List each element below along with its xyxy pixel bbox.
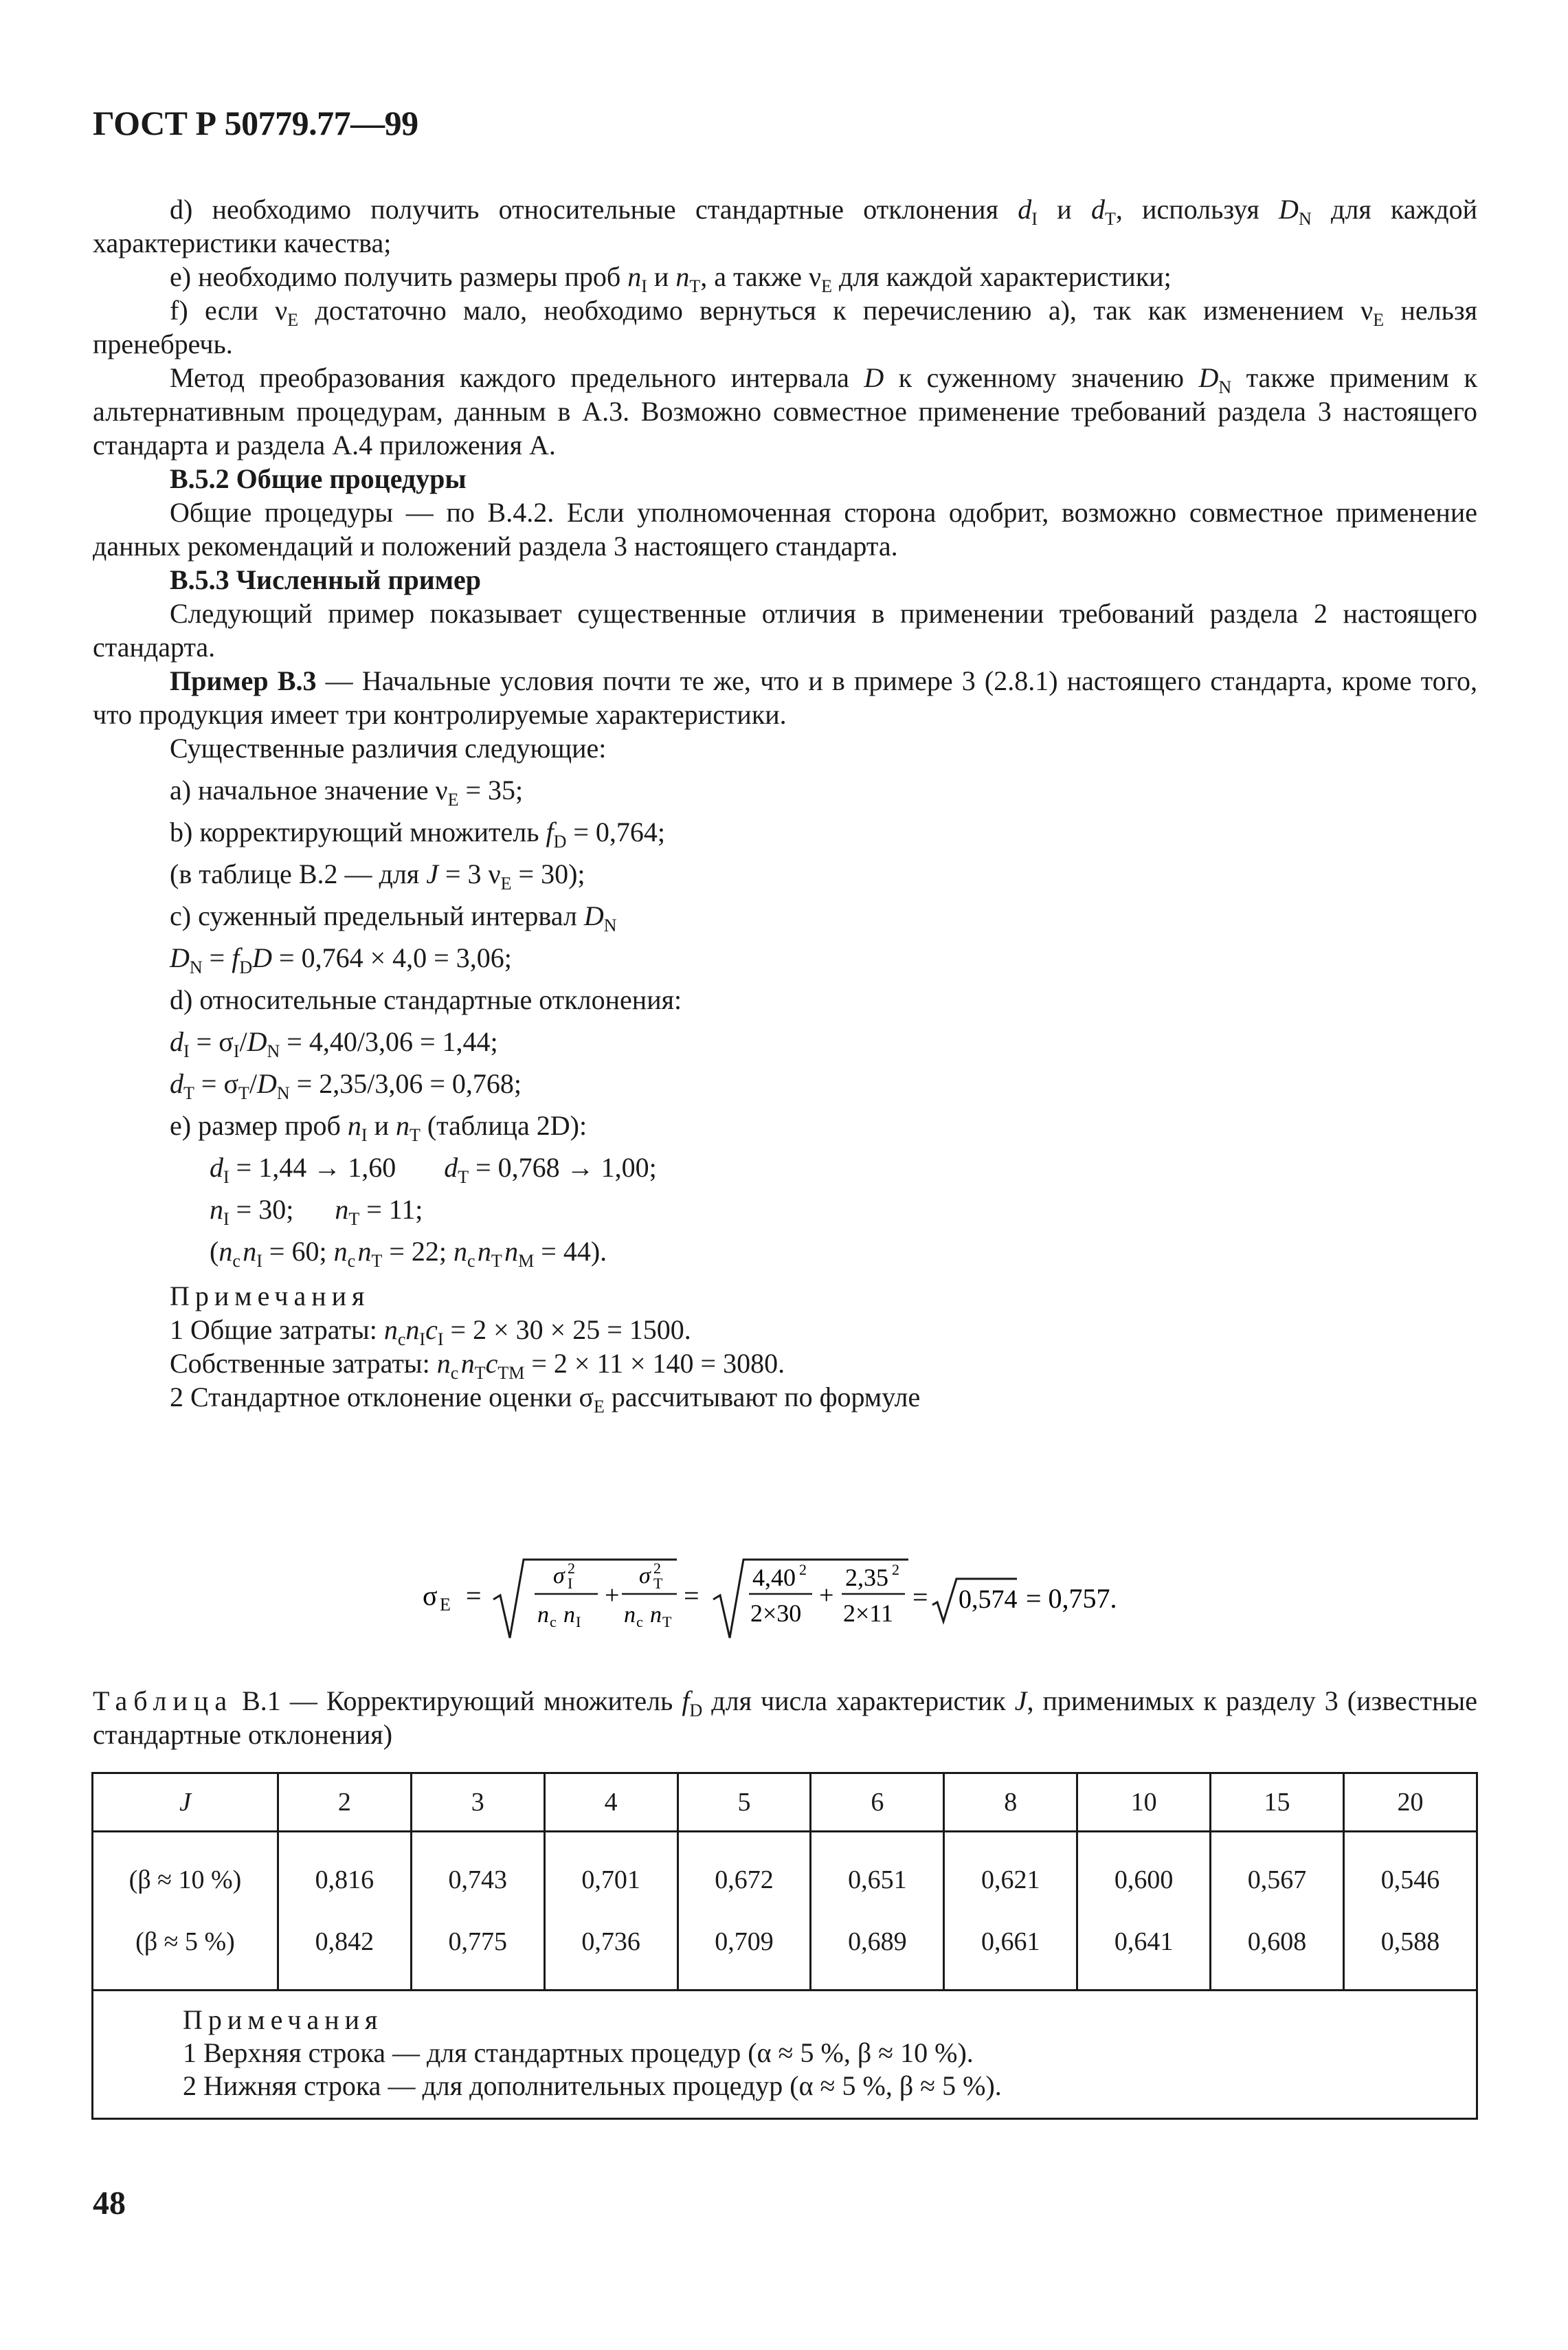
subscript: c <box>232 1251 240 1271</box>
page-number: 48 <box>93 2185 126 2221</box>
text-run: и <box>647 261 676 292</box>
symbol: D <box>1279 194 1299 225</box>
text-run: = 0,768 → 1,00; <box>469 1152 657 1183</box>
plus-1: + <box>605 1581 620 1610</box>
text-run: нельзя пренебречь. <box>93 295 1478 359</box>
text-run: = σ <box>189 1026 234 1057</box>
subscript: T <box>1104 209 1116 229</box>
symbol: n <box>436 1348 451 1379</box>
symbol: n <box>477 1236 491 1267</box>
table-cell: 0,588 <box>1343 1911 1477 1991</box>
note-2 <box>93 1380 1477 1417</box>
subscript: N <box>189 957 203 977</box>
denominator-nc-sub: c <box>550 1613 557 1630</box>
table-cell: 0,546 <box>1343 1832 1477 1911</box>
header-cell: 4 <box>544 1773 677 1832</box>
diff-a <box>93 773 1477 810</box>
header-cell: 20 <box>1343 1773 1477 1832</box>
row-label: (β ≈ 10 %) <box>93 1832 278 1911</box>
example-label: Пример В.3 <box>170 665 317 696</box>
plus-2: + <box>819 1581 834 1610</box>
subscript: T <box>409 1125 421 1145</box>
symbol: D <box>257 1068 277 1099</box>
denominator-nt: n <box>650 1602 662 1628</box>
value-2-den: 2×11 <box>843 1599 893 1627</box>
text-run: ( <box>210 1236 219 1267</box>
subscript: I <box>233 1041 240 1061</box>
text-run: 1 Общие затраты: <box>170 1314 384 1345</box>
text-run: рассчитывают по формуле <box>604 1382 921 1412</box>
diff-e <box>93 1109 1477 1145</box>
symbol: ν <box>488 858 501 889</box>
text-run: 2 Стандартное отклонение оценки <box>170 1382 579 1412</box>
paragraph-f <box>93 293 1477 361</box>
text-run: к суженному значению <box>884 362 1199 393</box>
subscript: E <box>1373 310 1385 330</box>
subscript: T <box>458 1167 469 1187</box>
text-run: а) начальное значение <box>170 775 436 806</box>
text-run: = 44). <box>534 1236 607 1267</box>
subscript: I <box>223 1209 229 1229</box>
symbol: f <box>232 942 240 973</box>
symbol: n <box>405 1314 420 1345</box>
table-cell: 0,672 <box>677 1832 811 1911</box>
text-run: для каждой характеристики качества; <box>93 194 1478 258</box>
symbol: D <box>583 900 604 931</box>
text-run: = <box>202 942 232 973</box>
symbol: n <box>453 1236 468 1267</box>
symbol: f <box>682 1685 690 1716</box>
sample-sizes-line <box>93 1193 1477 1229</box>
symbol: J <box>426 858 438 889</box>
symbol: ν <box>1360 295 1374 326</box>
sigma-t-sup: 2 <box>653 1560 661 1577</box>
symbol: σ <box>579 1382 594 1412</box>
symbol: D <box>864 362 884 393</box>
text-run: / <box>249 1068 258 1099</box>
formula-eq-1: = <box>466 1580 482 1611</box>
rounding-line <box>93 1151 1477 1187</box>
sigma-i-sup: 2 <box>568 1560 575 1577</box>
text-run: и <box>367 1110 396 1141</box>
symbol: c <box>425 1314 438 1345</box>
subscript: N <box>267 1041 280 1061</box>
text-run: (в таблице В.2 — для <box>170 858 427 889</box>
sigma-i-sub: I <box>568 1575 573 1592</box>
symbol: f <box>546 817 554 847</box>
header-label: J <box>179 1788 191 1817</box>
header-cell: 2 <box>278 1773 412 1832</box>
differences-intro: Существенные различия следующие: <box>170 733 607 764</box>
subscript: N <box>1298 209 1312 229</box>
symbol: n <box>357 1236 372 1267</box>
paragraph-method <box>93 361 1477 462</box>
text-run: = 2 × 11 × 140 = 3080. <box>524 1348 785 1379</box>
text-run: = 11; <box>359 1194 423 1225</box>
table-cell: 0,736 <box>544 1911 677 1991</box>
section-heading-b52: В.5.2 Общие процедуры <box>170 463 467 494</box>
subscript: T <box>348 1209 360 1229</box>
denominator-nt-sub: T <box>662 1613 672 1630</box>
text-run: = 4,40/3,06 = 1,44; <box>280 1026 498 1057</box>
products-line <box>93 1234 1477 1271</box>
text-run: = 22; <box>382 1236 454 1267</box>
dn-equation <box>93 941 1477 975</box>
table-note-1: 1 Верхняя строка — для стандартных процедур (α ≈ 5 %, β ≈ 10 %). <box>183 2037 974 2068</box>
text-run: = σ <box>194 1068 239 1099</box>
dI-equation <box>93 1025 1477 1061</box>
symbol: n <box>333 1236 348 1267</box>
symbol: d <box>170 1068 183 1099</box>
paragraph-d <box>93 192 1477 260</box>
header-cell: 10 <box>1077 1773 1211 1832</box>
caption-label: Таблица <box>93 1685 234 1716</box>
sigma-t-num: σ <box>639 1563 651 1588</box>
symbol: n <box>347 1110 361 1141</box>
value-1-num: 4,40 <box>752 1564 796 1591</box>
example-paragraph <box>93 664 1477 731</box>
symbol: n <box>219 1236 233 1267</box>
symbol: n <box>210 1194 223 1225</box>
formula-eq-3: = <box>912 1582 928 1612</box>
table-cell: 0,621 <box>944 1832 1077 1911</box>
paragraph-e <box>93 260 1477 296</box>
header-cell: 5 <box>677 1773 811 1832</box>
symbol: d <box>210 1152 223 1183</box>
text-run: = 30); <box>511 858 585 889</box>
value-2-sup: 2 <box>892 1561 899 1578</box>
table-notes-heading: Примечания <box>183 2004 383 2035</box>
header-cell-j <box>93 1773 278 1832</box>
subscript: I <box>256 1251 262 1271</box>
subscript: I <box>223 1167 229 1187</box>
correction-factor-table <box>91 1772 1478 2120</box>
text-run: e) необходимо получить размеры проб <box>170 261 628 292</box>
denominator-nc-2: n <box>624 1602 636 1628</box>
text-run: f) если <box>170 295 276 326</box>
subscript: c <box>450 1363 459 1383</box>
value-1-sup: 2 <box>799 1561 807 1578</box>
subscript: T <box>371 1251 383 1271</box>
subscript: E <box>447 790 459 810</box>
text-run: b) корректирующий множитель <box>170 817 546 847</box>
table-cell: 0,608 <box>1211 1911 1344 1991</box>
subscript: D <box>553 832 567 852</box>
section-heading-b53: В.5.3 Численный пример <box>170 564 481 595</box>
subscript: E <box>821 276 832 296</box>
sigma-t-sub: T <box>653 1575 663 1592</box>
formula-result: = 0,757. <box>1026 1583 1117 1614</box>
subscript: c <box>347 1251 356 1271</box>
subscript: c <box>397 1329 406 1349</box>
text-run: = 60; <box>262 1236 334 1267</box>
table-row <box>93 1911 1477 1991</box>
text-run: для каждой характеристики; <box>831 261 1172 292</box>
table-cell: 0,743 <box>411 1832 544 1911</box>
note-1-own-costs <box>93 1346 1477 1383</box>
diff-c <box>93 899 1477 933</box>
subscript: c <box>467 1251 475 1271</box>
subscript: M <box>518 1251 535 1271</box>
table-row <box>93 1832 1477 1911</box>
text-run: = 3 <box>438 858 489 889</box>
symbol: D <box>170 942 190 973</box>
denominator-nc-2-sub: c <box>636 1613 643 1630</box>
value-1-den: 2×30 <box>750 1599 802 1627</box>
table-cell: 0,600 <box>1077 1832 1211 1911</box>
text-run: , применимых к разделу 3 (известные стандартные отклонения) <box>93 1685 1477 1750</box>
paragraph-b52: Общие процедуры — по В.4.2. Если уполномоченная сторона одобрит, возможно совместное применение данных рекомендаций и положений раздела 3 настоящего стандарта. <box>93 497 1477 562</box>
text-run: = 2 × 30 × 25 = 1500. <box>443 1314 691 1345</box>
text-run: / <box>239 1026 247 1057</box>
subscript: D <box>239 957 253 977</box>
notes-heading: Примечания <box>170 1281 370 1311</box>
text-run: (таблица 2D): <box>420 1110 587 1141</box>
symbol: n <box>675 261 690 292</box>
table-cell: 0,816 <box>278 1832 412 1911</box>
table-header-row <box>93 1773 1477 1832</box>
subscript: T <box>689 276 701 296</box>
value-2-num: 2,35 <box>845 1564 888 1591</box>
header-cell: 8 <box>944 1773 1077 1832</box>
text-run: для числа характеристик <box>702 1685 1015 1716</box>
symbol: n <box>395 1110 410 1141</box>
text-run: Собственные затраты: <box>170 1348 437 1379</box>
formula-lhs: σ <box>423 1580 438 1611</box>
header-cell: 3 <box>411 1773 544 1832</box>
symbol: D <box>1198 362 1219 393</box>
dT-equation <box>93 1067 1477 1103</box>
symbol: ν <box>435 775 448 806</box>
text-run: e) размер проб <box>170 1110 348 1141</box>
subscript: E <box>287 310 299 330</box>
subscript: E <box>500 874 512 894</box>
text-run: и <box>1037 194 1091 225</box>
symbol: J <box>1014 1685 1027 1716</box>
formula-eq-2: = <box>684 1580 699 1611</box>
subscript: TM <box>497 1363 525 1383</box>
table-note-2: 2 Нижняя строка — для дополнительных процедур (α ≈ 5 %, β ≈ 5 %). <box>183 2070 1002 2101</box>
text-run: d) необходимо получить относительные стандартные отклонения <box>170 194 1018 225</box>
table-cell: 0,689 <box>811 1911 944 1991</box>
table-reference <box>93 857 1477 894</box>
radicand: 0,574 <box>959 1585 1018 1614</box>
table-cell: 0,842 <box>278 1911 412 1991</box>
subscript: E <box>594 1397 605 1417</box>
symbol: n <box>335 1194 349 1225</box>
text-run: также применим к альтернативным процедурам, данным в А.3. Возможно совместное применение требований раздела 3 настоящего стандарта и раздела А.4 приложения А. <box>93 362 1477 461</box>
subscript: T <box>183 1083 194 1103</box>
symbol: d <box>1090 194 1105 225</box>
text-run: — Начальные условия почти те же, что и в примере 3 (2.8.1) настоящего стандарта, кроме того, что продукция имеет три контролируемые характеристики. <box>93 665 1477 730</box>
table-notes-cell <box>93 1991 1477 2119</box>
diff-b <box>93 815 1477 852</box>
symbol: n <box>504 1236 519 1267</box>
symbol: n <box>383 1314 398 1345</box>
table-cell: 0,701 <box>544 1832 677 1911</box>
symbol: n <box>243 1236 257 1267</box>
denominator-nc: n <box>537 1602 549 1628</box>
subscript: I <box>361 1125 368 1145</box>
table-caption <box>93 1684 1477 1751</box>
symbol: d <box>1018 194 1032 225</box>
symbol: d <box>444 1152 458 1183</box>
denominator-ni-sub: I <box>576 1613 581 1630</box>
table-cell: 0,567 <box>1211 1832 1344 1911</box>
body-text <box>93 192 1478 1417</box>
text-run: Метод преобразования каждого предельного интервала <box>170 362 864 393</box>
subscript: I <box>641 276 647 296</box>
symbol: c <box>485 1348 498 1379</box>
text-run: = 35; <box>458 775 524 806</box>
table-notes-row <box>93 1991 1477 2119</box>
note-1 <box>93 1313 1477 1349</box>
symbol: d <box>170 1026 183 1057</box>
text-run: c) суженный предельный интервал <box>170 900 584 931</box>
denominator-ni: n <box>563 1602 575 1628</box>
subscript: N <box>276 1083 290 1103</box>
subscript: N <box>603 916 617 935</box>
subscript: I <box>1031 209 1038 229</box>
text-run: , а также <box>700 261 809 292</box>
sigma-formula <box>412 1550 1237 1646</box>
symbol: ν <box>275 295 288 326</box>
document-header: ГОСТ Р 50779.77—99 <box>93 104 418 142</box>
text-run: , используя <box>1115 194 1279 225</box>
subscript: D <box>689 1700 703 1720</box>
table-cell: 0,775 <box>411 1911 544 1991</box>
symbol: D <box>252 942 273 973</box>
text-run: = 0,764; <box>566 817 666 847</box>
symbol: D <box>247 1026 267 1057</box>
formula-lhs-sub: E <box>440 1595 451 1615</box>
header-cell: 15 <box>1211 1773 1344 1832</box>
table-cell: 0,651 <box>811 1832 944 1911</box>
subscript: T <box>474 1363 486 1383</box>
text-run: = 0,764 × 4,0 = 3,06; <box>272 942 512 973</box>
diff-d: d) относительные стандартные отклонения: <box>170 984 682 1015</box>
subscript: I <box>419 1329 426 1349</box>
table-cell: 0,661 <box>944 1911 1077 1991</box>
subscript: T <box>491 1251 502 1271</box>
subscript: T <box>238 1083 249 1103</box>
subscript: I <box>183 1041 190 1061</box>
text-run: = 1,44 → 1,60 <box>229 1152 396 1183</box>
symbol: n <box>627 261 642 292</box>
row-label: (β ≈ 5 %) <box>93 1911 278 1991</box>
sigma-i-num: σ <box>553 1563 565 1588</box>
symbol: ν <box>808 261 822 292</box>
header-cell: 6 <box>811 1773 944 1832</box>
text-run: В.1 — Корректирующий множитель <box>233 1685 682 1716</box>
symbol: n <box>460 1348 475 1379</box>
text-run: = 30; <box>229 1194 294 1225</box>
subscript: N <box>1218 377 1232 397</box>
text-run: = 2,35/3,06 = 0,768; <box>289 1068 522 1099</box>
text-run: достаточно мало, необходимо вернуться к перечислению а), так как изменением <box>298 295 1361 326</box>
paragraph-b53: Следующий пример показывает существенные отличия в применении требований раздела 2 настоящего стандарта. <box>93 598 1477 663</box>
table-cell: 0,641 <box>1077 1911 1211 1991</box>
table-cell: 0,709 <box>677 1911 811 1991</box>
subscript: I <box>437 1329 444 1349</box>
